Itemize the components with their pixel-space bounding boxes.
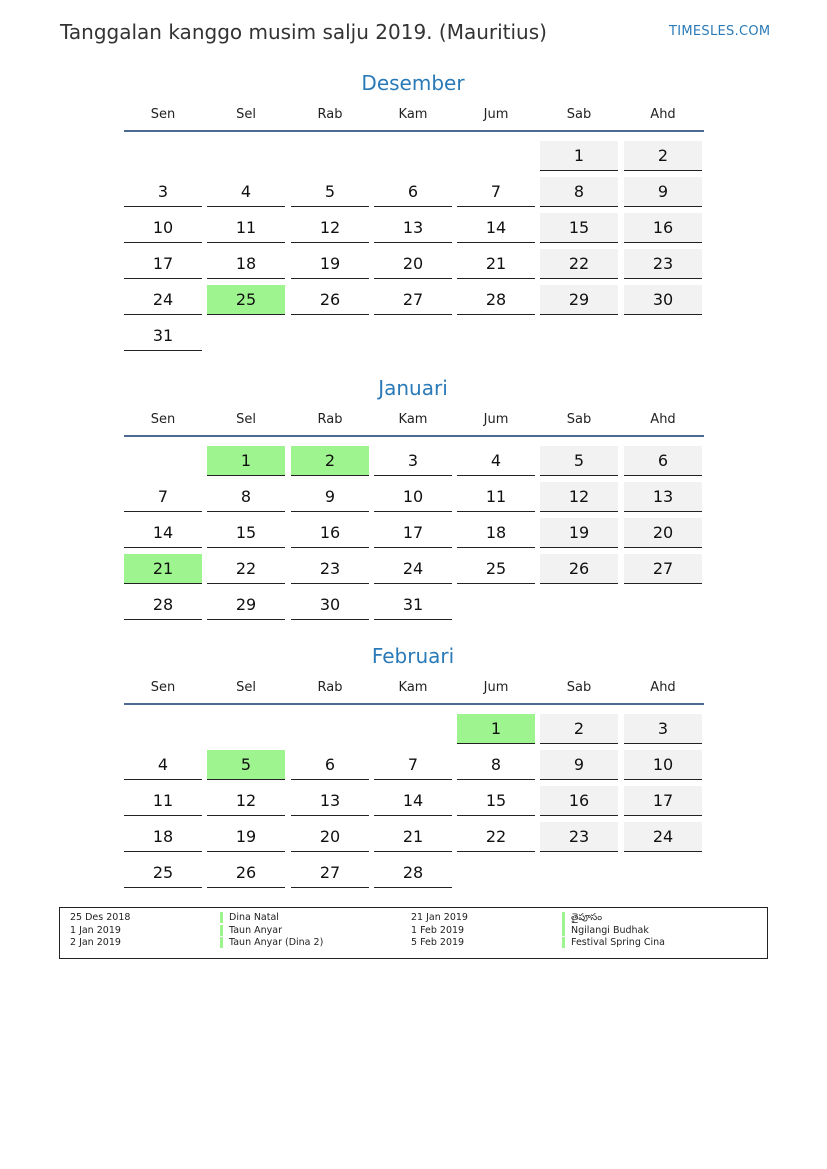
legend-date: 2 Jan 2019 <box>70 937 121 948</box>
day-cell: 10 <box>624 750 702 780</box>
day-cell: 3 <box>374 446 452 476</box>
day-cell: 12 <box>540 482 618 512</box>
brand-link[interactable]: TIMESLES.COM <box>669 24 771 39</box>
day-cell: 15 <box>540 213 618 243</box>
month-name: Februari <box>371 644 455 668</box>
weekday-header <box>122 411 704 437</box>
day-cell: 22 <box>207 554 285 584</box>
day-cell: 1 <box>540 141 618 171</box>
day-cell: 26 <box>207 858 285 888</box>
day-cell: 31 <box>124 321 202 351</box>
legend-holiday-name: Dina Natal <box>220 912 279 923</box>
day-cell: 8 <box>540 177 618 207</box>
weekday-label: Sel <box>236 107 256 122</box>
day-cell: 19 <box>291 249 369 279</box>
weekday-label: Ahd <box>650 107 676 122</box>
day-cell: 7 <box>374 750 452 780</box>
day-cell: 7 <box>457 177 535 207</box>
legend-date: 21 Jan 2019 <box>411 912 468 923</box>
holiday-day-cell: 25 <box>207 285 285 315</box>
day-cell: 3 <box>124 177 202 207</box>
weekday-label: Sen <box>150 107 176 122</box>
day-cell: 16 <box>624 213 702 243</box>
day-cell: 13 <box>374 213 452 243</box>
day-cell: 22 <box>540 249 618 279</box>
weekday-label: Sen <box>150 412 176 427</box>
weekday-label: Sab <box>566 412 592 427</box>
day-cell: 2 <box>540 714 618 744</box>
weekday-label: Sab <box>566 107 592 122</box>
day-cell: 24 <box>624 822 702 852</box>
day-cell: 20 <box>624 518 702 548</box>
weekday-header <box>122 106 704 132</box>
weekday-label: Ahd <box>650 680 676 695</box>
day-cell: 7 <box>124 482 202 512</box>
legend-holiday-name: Ngilangi Budhak <box>562 925 649 936</box>
weekday-label: Rab <box>317 107 343 122</box>
day-cell: 14 <box>457 213 535 243</box>
day-cell: 14 <box>374 786 452 816</box>
day-cell: 30 <box>291 590 369 620</box>
day-cell: 13 <box>624 482 702 512</box>
day-cell: 11 <box>457 482 535 512</box>
day-cell: 15 <box>207 518 285 548</box>
weekday-header <box>122 679 704 705</box>
day-cell: 11 <box>124 786 202 816</box>
weekday-label: Rab <box>317 680 343 695</box>
weekday-label: Sel <box>236 680 256 695</box>
day-cell: 25 <box>124 858 202 888</box>
day-cell: 6 <box>624 446 702 476</box>
weekday-label: Kam <box>398 680 428 695</box>
day-cell: 31 <box>374 590 452 620</box>
day-cell: 24 <box>374 554 452 584</box>
weekday-label: Ahd <box>650 412 676 427</box>
header-divider <box>124 435 704 437</box>
day-cell: 28 <box>124 590 202 620</box>
day-cell: 28 <box>374 858 452 888</box>
day-cell: 9 <box>291 482 369 512</box>
day-cell: 23 <box>540 822 618 852</box>
legend-holiday-name: Festival Spring Cina <box>562 937 665 948</box>
legend-date: 1 Feb 2019 <box>411 924 465 936</box>
day-cell: 21 <box>457 249 535 279</box>
day-cell: 28 <box>457 285 535 315</box>
legend-holiday-name: Taun Anyar (Dina 2) <box>220 937 323 948</box>
day-cell: 23 <box>291 554 369 584</box>
day-cell: 9 <box>624 177 702 207</box>
day-cell: 16 <box>540 786 618 816</box>
weekday-label: Rab <box>317 412 343 427</box>
day-cell: 6 <box>291 750 369 780</box>
header-divider <box>124 130 704 132</box>
legend-date: 25 Des 2018 <box>70 912 131 923</box>
weekday-label: Sab <box>566 680 592 695</box>
weekday-label: Jum <box>483 107 509 122</box>
holiday-day-cell: 2 <box>291 446 369 476</box>
day-cell: 26 <box>291 285 369 315</box>
month-desember <box>122 68 704 345</box>
holiday-day-cell: 5 <box>207 750 285 780</box>
day-cell: 9 <box>540 750 618 780</box>
day-cell: 23 <box>624 249 702 279</box>
day-cell: 29 <box>540 285 618 315</box>
day-cell: 4 <box>207 177 285 207</box>
day-cell: 20 <box>374 249 452 279</box>
day-cell: 27 <box>374 285 452 315</box>
legend-date: 5 Feb 2019 <box>411 937 465 948</box>
month-name: Januari <box>378 376 448 400</box>
day-cell: 17 <box>624 786 702 816</box>
day-cell: 2 <box>624 141 702 171</box>
day-cell: 30 <box>624 285 702 315</box>
day-cell: 20 <box>291 822 369 852</box>
day-cell: 14 <box>124 518 202 548</box>
holiday-day-cell: 1 <box>457 714 535 744</box>
weekday-label: Sel <box>236 412 256 427</box>
month-januari <box>122 373 704 614</box>
day-cell: 15 <box>457 786 535 816</box>
day-cell: 27 <box>291 858 369 888</box>
day-cell: 25 <box>457 554 535 584</box>
day-cell: 10 <box>374 482 452 512</box>
header-divider <box>124 703 704 705</box>
holiday-day-cell: 21 <box>124 554 202 584</box>
day-cell: 17 <box>124 249 202 279</box>
day-cell: 6 <box>374 177 452 207</box>
day-cell: 29 <box>207 590 285 620</box>
day-cell: 4 <box>457 446 535 476</box>
legend-holiday-name: తైపూసం <box>562 912 602 925</box>
day-cell: 5 <box>291 177 369 207</box>
weekday-label: Jum <box>483 412 509 427</box>
holiday-day-cell: 1 <box>207 446 285 476</box>
holiday-legend <box>59 907 768 959</box>
legend-holiday-name: Taun Anyar <box>220 925 282 936</box>
day-cell: 18 <box>457 518 535 548</box>
day-cell: 24 <box>124 285 202 315</box>
legend-date: 1 Jan 2019 <box>70 924 121 936</box>
day-cell: 4 <box>124 750 202 780</box>
day-cell: 12 <box>207 786 285 816</box>
weekday-label: Jum <box>483 680 509 695</box>
weekday-label: Sen <box>150 680 176 695</box>
day-cell: 27 <box>624 554 702 584</box>
day-cell: 18 <box>124 822 202 852</box>
day-cell: 12 <box>291 213 369 243</box>
day-cell: 8 <box>207 482 285 512</box>
day-cell: 5 <box>540 446 618 476</box>
page-title: Tanggalan kanggo musim salju 2019. (Mauritius) <box>60 20 547 44</box>
day-cell: 11 <box>207 213 285 243</box>
month-februari <box>122 641 704 882</box>
day-cell: 16 <box>291 518 369 548</box>
day-cell: 26 <box>540 554 618 584</box>
weekday-label: Kam <box>398 107 428 122</box>
day-cell: 19 <box>540 518 618 548</box>
weekday-label: Kam <box>398 412 428 427</box>
month-name: Desember <box>361 71 465 95</box>
day-cell: 13 <box>291 786 369 816</box>
day-cell: 18 <box>207 249 285 279</box>
day-cell: 17 <box>374 518 452 548</box>
day-cell: 22 <box>457 822 535 852</box>
day-cell: 10 <box>124 213 202 243</box>
day-cell: 8 <box>457 750 535 780</box>
day-cell: 19 <box>207 822 285 852</box>
day-cell: 21 <box>374 822 452 852</box>
day-cell: 3 <box>624 714 702 744</box>
